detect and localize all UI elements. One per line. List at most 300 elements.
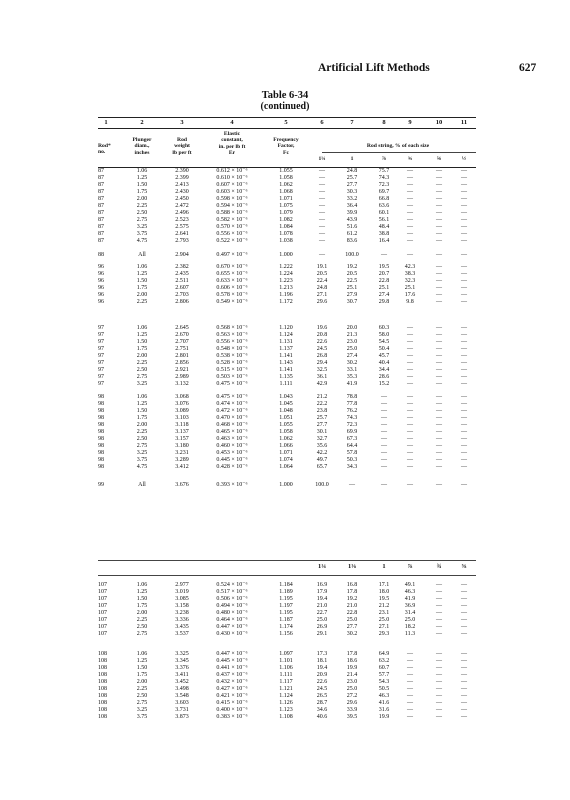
table-cell: 2.751	[175, 345, 189, 352]
table-cell: 20.9	[316, 671, 328, 678]
table-cell: —	[407, 671, 413, 678]
table-cell: 1.078	[279, 230, 293, 237]
table-cell: 29.3	[378, 630, 390, 637]
table-cell: 0.400 × 10⁻⁶	[216, 706, 248, 713]
table-cell: 0.445 × 10⁻⁶	[216, 657, 248, 664]
table-cell: 98	[98, 400, 104, 407]
page-number: 627	[519, 62, 537, 74]
table-cell: 30.2	[346, 359, 358, 366]
table-cell: 107	[98, 582, 107, 588]
table-row	[0, 713, 570, 721]
table-cell: 0.463 × 10⁻⁶	[216, 435, 248, 442]
table-cell: —	[461, 181, 467, 188]
table-cell: —	[407, 216, 413, 223]
table-cell: —	[436, 264, 442, 270]
col-number: 3	[180, 119, 184, 126]
table-cell: 3.376	[175, 664, 189, 671]
table-cell: 1.141	[279, 352, 293, 359]
table-cell: 16.9	[316, 582, 328, 588]
table-cell: —	[461, 602, 467, 609]
table-cell: 2.00	[136, 678, 148, 685]
table-cell: 98	[98, 456, 104, 463]
table-cell: —	[461, 230, 467, 237]
table-cell: 3.019	[175, 588, 189, 595]
table-cell: 31.4	[404, 609, 416, 616]
table-cell: —	[407, 338, 413, 345]
table-cell: —	[407, 174, 413, 181]
table-cell: 18.0	[378, 588, 390, 595]
table-cell: —	[407, 366, 413, 373]
table-cell: 2.25	[136, 428, 148, 435]
table-cell: 99	[98, 482, 104, 488]
table-cell: 3.158	[175, 602, 189, 609]
table-cell: —	[461, 195, 467, 202]
col-number: 2	[140, 119, 144, 126]
table-cell: —	[461, 609, 467, 616]
table-cell: —	[381, 421, 387, 428]
table-cell: —	[461, 338, 467, 345]
table-cell: —	[461, 174, 467, 181]
table-cell: —	[381, 394, 387, 400]
table-cell: —	[461, 442, 467, 449]
table-cell: —	[407, 407, 413, 414]
table-cell: 3.25	[136, 223, 148, 230]
table-cell: 67.3	[346, 435, 358, 442]
table-cell: 1.197	[279, 602, 293, 609]
table-cell: 49.1	[404, 582, 416, 588]
table-cell: 61.2	[346, 230, 358, 237]
table-cell: —	[436, 706, 442, 713]
table-cell: —	[319, 237, 325, 244]
table-cell: 0.633 × 10⁻⁶	[216, 277, 248, 284]
table-cell: 2.25	[136, 685, 148, 692]
table-cell: 96	[98, 284, 104, 291]
table-cell: 1.50	[136, 664, 148, 671]
table-cell: 24.5	[316, 685, 328, 692]
table-cell: 108	[98, 657, 107, 664]
table-cell: 2.707	[175, 338, 189, 345]
table-cell: —	[436, 298, 442, 305]
table-cell: 0.480 × 10⁻⁶	[216, 609, 248, 616]
table-cell: 87	[98, 230, 104, 237]
table-cell: 78.8	[346, 394, 358, 400]
table-cell: 87	[98, 216, 104, 223]
table-cell: 2.921	[175, 366, 189, 373]
table-cell: 27.7	[316, 421, 328, 428]
table-cell: 25.1	[404, 284, 416, 291]
table-cell: 2.25	[136, 202, 148, 209]
table-cell: 17.8	[346, 588, 358, 595]
table-cell: 27.4	[378, 291, 390, 298]
table-cell: 1.066	[279, 442, 293, 449]
table-cell: 42.2	[316, 449, 328, 456]
table-cell: 17.3	[316, 651, 328, 657]
table-cell: 3.180	[175, 442, 189, 449]
table-cell: —	[407, 380, 413, 387]
table-cell: —	[436, 252, 442, 258]
table-cell: 69.7	[378, 188, 390, 195]
table-cell: 0.548 × 10⁻⁶	[216, 345, 248, 352]
table-cell: 1.106	[279, 664, 293, 671]
table-cell: —	[436, 202, 442, 209]
table-cell: 25.0	[346, 616, 358, 623]
table-cell: 100.0	[315, 482, 329, 488]
table-cell: —	[436, 380, 442, 387]
table-cell: —	[436, 582, 442, 588]
table-cell: —	[461, 595, 467, 602]
size-label: ⅝	[436, 156, 442, 162]
table-cell: 3.25	[136, 449, 148, 456]
size-label: ⅞	[381, 156, 387, 162]
table-cell: 20.0	[346, 325, 358, 331]
table-cell: 25.0	[316, 616, 328, 623]
table-cell: —	[461, 463, 467, 470]
table-cell: 2.390	[175, 168, 189, 174]
table-cell: 3.085	[175, 595, 189, 602]
table-cell: 27.7	[346, 623, 358, 630]
table-cell: 24.8	[346, 168, 358, 174]
table-cell: 25.0	[404, 616, 416, 623]
table-cell: 39.9	[346, 209, 358, 216]
table-cell: —	[461, 237, 467, 244]
table-cell: 27.2	[346, 692, 358, 699]
table-cell: 1.222	[279, 264, 293, 270]
table-cell: —	[461, 407, 467, 414]
size-label: ¾	[436, 563, 442, 570]
table-cell: 107	[98, 623, 107, 630]
table-cell: 9.8	[406, 298, 414, 305]
table-cell: 1.124	[279, 331, 293, 338]
table-cell: 2.00	[136, 609, 148, 616]
table-cell: 19.2	[346, 595, 358, 602]
table-cell: 1.123	[279, 706, 293, 713]
table-cell: 27.4	[346, 352, 358, 359]
table-cell: —	[436, 651, 442, 657]
table-cell: 1.196	[279, 291, 293, 298]
table-cell: 87	[98, 188, 104, 195]
table-title: Table 6-34	[261, 90, 309, 101]
table-cell: —	[319, 181, 325, 188]
table-cell: 1.50	[136, 407, 148, 414]
size-label: ⅝	[461, 563, 467, 570]
table-cell: —	[461, 216, 467, 223]
table-cell: 33.2	[346, 195, 358, 202]
table-cell: —	[436, 223, 442, 230]
table-cell: 22.8	[378, 277, 390, 284]
table-cell: —	[461, 291, 467, 298]
table-cell: 108	[98, 699, 107, 706]
table-cell: —	[436, 414, 442, 421]
table-cell: 0.556 × 10⁻⁶	[216, 338, 248, 345]
table-cell: 0.606 × 10⁻⁶	[216, 284, 248, 291]
table-cell: 2.670	[175, 331, 189, 338]
table-cell: 2.989	[175, 373, 189, 380]
table-cell: —	[461, 671, 467, 678]
table-cell: 23.8	[316, 407, 328, 414]
table-cell: —	[461, 651, 467, 657]
table-cell: 1.058	[279, 428, 293, 435]
table-cell: —	[407, 482, 413, 488]
table-cell: —	[436, 678, 442, 685]
table-cell: 0.470 × 10⁻⁶	[216, 414, 248, 421]
table-cell: —	[407, 456, 413, 463]
table-cell: 38.3	[404, 270, 416, 277]
table-cell: 107	[98, 602, 107, 609]
table-cell: 76.2	[346, 407, 358, 414]
table-cell: —	[407, 706, 413, 713]
table-cell: —	[436, 588, 442, 595]
table-cell: 18.1	[316, 657, 328, 664]
table-cell: 0.563 × 10⁻⁶	[216, 331, 248, 338]
table-cell: 2.413	[175, 181, 189, 188]
table-cell: 1.50	[136, 181, 148, 188]
table-cell: 108	[98, 678, 107, 685]
table-cell: —	[461, 616, 467, 623]
table-cell: —	[436, 602, 442, 609]
table-cell: —	[461, 298, 467, 305]
table-cell: —	[436, 421, 442, 428]
table-cell: —	[381, 414, 387, 421]
table-cell: —	[436, 291, 442, 298]
table-cell: —	[436, 713, 442, 720]
table-cell: 17.9	[316, 588, 328, 595]
size-header-bottom-rule	[98, 575, 476, 576]
table-cell: —	[407, 449, 413, 456]
table-cell: —	[436, 331, 442, 338]
table-cell: 26.9	[316, 623, 328, 630]
table-cell: 1.06	[136, 325, 148, 331]
table-cell: 1.189	[279, 588, 293, 595]
table-cell: 0.445 × 10⁻⁶	[216, 456, 248, 463]
table-cell: 1.051	[279, 414, 293, 421]
table-cell: —	[407, 699, 413, 706]
table-cell: 2.703	[175, 291, 189, 298]
table-cell: 0.475 × 10⁻⁶	[216, 380, 248, 387]
table-cell: —	[407, 678, 413, 685]
table-cell: 29.4	[316, 359, 328, 366]
table-cell: 88	[98, 252, 104, 258]
table-cell: 30.1	[316, 428, 328, 435]
table-cell: 19.2	[346, 264, 358, 270]
table-cell: 1.108	[279, 713, 293, 720]
table-cell: 2.50	[136, 623, 148, 630]
size-label: ½	[461, 156, 467, 162]
table-cell: 49.7	[316, 456, 328, 463]
table-cell: 66.8	[378, 195, 390, 202]
table-cell: —	[407, 394, 413, 400]
table-cell: —	[319, 223, 325, 230]
table-cell: 22.6	[316, 678, 328, 685]
table-cell: 1.071	[279, 449, 293, 456]
table-cell: 97	[98, 359, 104, 366]
table-cell: —	[436, 230, 442, 237]
table-cell: 108	[98, 685, 107, 692]
table-cell: —	[461, 685, 467, 692]
table-cell: 96	[98, 277, 104, 284]
table-cell: —	[407, 713, 413, 720]
table-cell: —	[436, 616, 442, 623]
table-cell: 29.8	[378, 298, 390, 305]
table-cell: 24.8	[316, 284, 328, 291]
table-cell: 2.75	[136, 216, 148, 223]
table-cell: 1.045	[279, 400, 293, 407]
col-number: 6	[320, 119, 324, 126]
table-cell: 1.06	[136, 582, 148, 588]
table-cell: All	[138, 252, 146, 258]
table-cell: 77.8	[346, 400, 358, 407]
table-cell: 28.7	[316, 699, 328, 706]
table-cell: 3.157	[175, 435, 189, 442]
table-cell: 1.06	[136, 651, 148, 657]
table-cell: 1.75	[136, 345, 148, 352]
table-cell: 36.1	[316, 373, 328, 380]
table-cell: 1.06	[136, 168, 148, 174]
table-cell: 19.9	[378, 713, 390, 720]
table-cell: 96	[98, 270, 104, 277]
table-cell: 3.231	[175, 449, 189, 456]
table-cell: 19.1	[316, 264, 328, 270]
table-cell: 0.607 × 10⁻⁶	[216, 181, 248, 188]
size-label: 1	[350, 156, 354, 162]
table-cell: 0.474 × 10⁻⁶	[216, 400, 248, 407]
table-cell: 18.6	[346, 657, 358, 664]
table-cell: 36.4	[346, 202, 358, 209]
table-cell: 87	[98, 168, 104, 174]
header-rod-no: Rod* no.	[98, 143, 111, 156]
table-cell: 22.7	[316, 609, 328, 616]
table-cell: All	[138, 482, 146, 488]
col-number: 9	[408, 119, 412, 126]
table-cell: 98	[98, 421, 104, 428]
table-cell: —	[381, 482, 387, 488]
table-cell: 2.50	[136, 366, 148, 373]
table-cell: 1.174	[279, 623, 293, 630]
table-cell: 2.645	[175, 325, 189, 331]
table-cell: 1.25	[136, 174, 148, 181]
table-cell: 1.043	[279, 394, 293, 400]
table-cell: 25.7	[316, 414, 328, 421]
table-cell: 97	[98, 366, 104, 373]
table-cell: 60.3	[378, 325, 390, 331]
table-cell: 1.50	[136, 595, 148, 602]
table-cell: 1.058	[279, 174, 293, 181]
table-cell: 39.5	[346, 713, 358, 720]
table-cell: 97	[98, 338, 104, 345]
table-cell: 2.430	[175, 188, 189, 195]
table-cell: —	[407, 373, 413, 380]
table-cell: —	[436, 338, 442, 345]
table-cell: 0.468 × 10⁻⁶	[216, 421, 248, 428]
table-cell: 16.8	[346, 582, 358, 588]
table-cell: 0.603 × 10⁻⁶	[216, 188, 248, 195]
header-plunger-diam: Plunger diam., inches	[132, 137, 152, 156]
table-cell: 2.435	[175, 270, 189, 277]
table-cell: 20.8	[316, 331, 328, 338]
table-cell: —	[407, 664, 413, 671]
table-cell: 1.75	[136, 188, 148, 195]
table-cell: 0.503 × 10⁻⁶	[216, 373, 248, 380]
table-cell: 1.25	[136, 270, 148, 277]
table-cell: 0.447 × 10⁻⁶	[216, 623, 248, 630]
table-cell: 0.588 × 10⁻⁶	[216, 209, 248, 216]
table-cell: 2.75	[136, 630, 148, 637]
table-cell: 1.062	[279, 181, 293, 188]
table-cell: 41.6	[378, 699, 390, 706]
table-cell: —	[407, 359, 413, 366]
table-cell: —	[407, 463, 413, 470]
table-cell: 33.1	[346, 366, 358, 373]
col-number: 5	[284, 119, 288, 126]
table-cell: 19.5	[378, 595, 390, 602]
table-cell: —	[436, 277, 442, 284]
table-cell: 0.522 × 10⁻⁶	[216, 237, 248, 244]
table-cell: 63.6	[378, 202, 390, 209]
table-cell: 3.068	[175, 394, 189, 400]
table-cell: 64.9	[378, 651, 390, 657]
table-cell: —	[407, 209, 413, 216]
table-cell: 1.141	[279, 366, 293, 373]
table-cell: 1.143	[279, 359, 293, 366]
table-cell: 2.00	[136, 291, 148, 298]
table-cell: 2.793	[175, 237, 189, 244]
table-cell: —	[461, 692, 467, 699]
table-cell: 108	[98, 664, 107, 671]
table-cell: 25.0	[346, 345, 358, 352]
table-cell: 2.00	[136, 352, 148, 359]
table-cell: 1.187	[279, 616, 293, 623]
table-cell: 45.7	[378, 352, 390, 359]
table-cell: 1.223	[279, 277, 293, 284]
table-cell: 23.0	[346, 678, 358, 685]
table-cell: —	[461, 223, 467, 230]
table-cell: 20.5	[346, 270, 358, 277]
table-cell: 43.9	[346, 216, 358, 223]
table-cell: 51.6	[346, 223, 358, 230]
table-cell: 34.3	[346, 463, 358, 470]
table-cell: —	[319, 252, 325, 258]
table-cell: —	[461, 414, 467, 421]
table-cell: 1.25	[136, 657, 148, 664]
table-cell: 1.117	[279, 678, 293, 685]
table-cell: 3.498	[175, 685, 189, 692]
table-cell: 28.6	[378, 373, 390, 380]
table-cell: 3.731	[175, 706, 189, 713]
table-cell: 2.472	[175, 202, 189, 209]
table-cell: 4.75	[136, 237, 148, 244]
table-cell: 60.7	[378, 664, 390, 671]
table-cell: 0.612 × 10⁻⁶	[216, 168, 248, 174]
table-cell: —	[461, 588, 467, 595]
table-cell: 3.25	[136, 380, 148, 387]
header-rod-weight: Rod weight lb per ft	[172, 137, 192, 156]
table-cell: 0.432 × 10⁻⁶	[216, 678, 248, 685]
table-cell: —	[461, 325, 467, 331]
table-cell: 0.393 × 10⁻⁶	[216, 482, 248, 488]
header-elastic-constant: Elastic constant, in. per lb ft Er	[218, 131, 246, 157]
table-cell: 0.570 × 10⁻⁶	[216, 223, 248, 230]
table-cell: 1.097	[279, 651, 293, 657]
table-cell: 108	[98, 692, 107, 699]
table-cell: 2.50	[136, 692, 148, 699]
table-cell: 34.4	[378, 366, 390, 373]
table-cell: 1.124	[279, 692, 293, 699]
table-cell: 3.089	[175, 407, 189, 414]
table-cell: —	[436, 456, 442, 463]
table-cell: 38.8	[378, 230, 390, 237]
table-cell: —	[461, 699, 467, 706]
table-cell: —	[436, 174, 442, 181]
table-cell: 2.25	[136, 298, 148, 305]
